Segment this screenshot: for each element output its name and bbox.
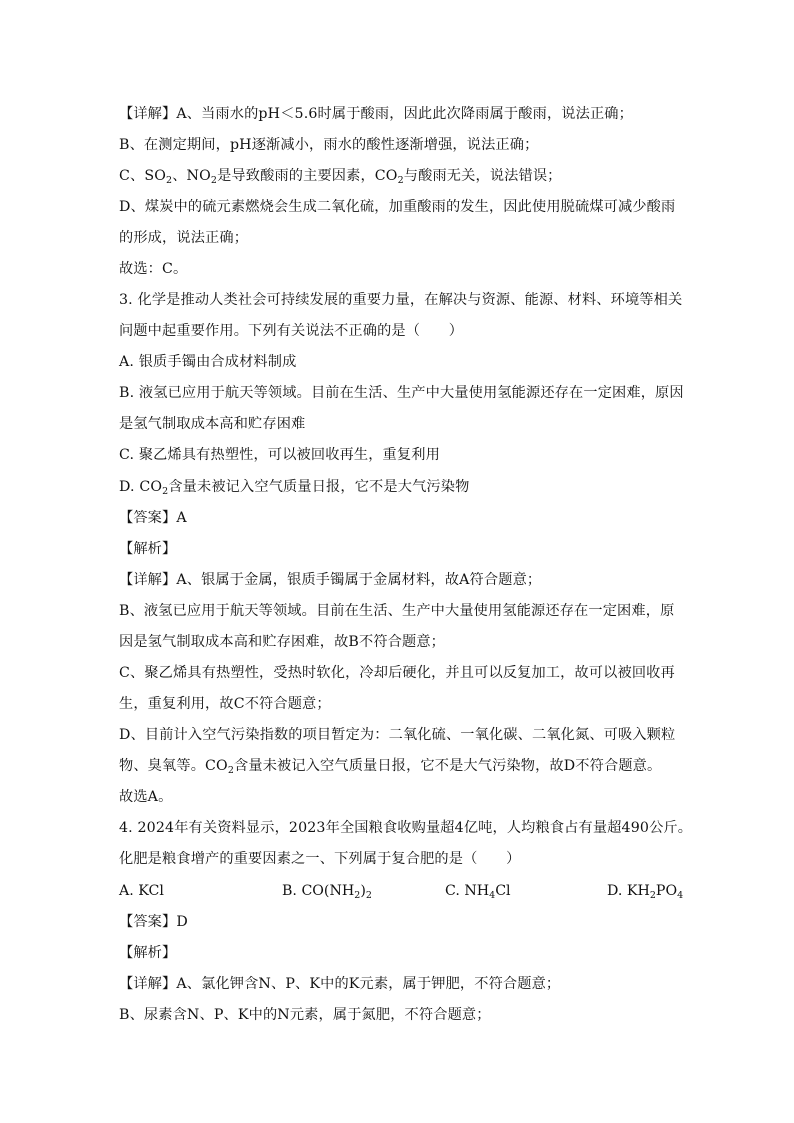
explanation-line-c-cont: 生，重复利用，故C不符合题意； — [119, 696, 331, 712]
explanation-line-c: C、聚乙烯具有热塑性，受热时软化，冷却后硬化，并且可以反复加工，故可以被回收再 — [119, 665, 675, 681]
question-3-stem-cont: 问题中起重要作用。下列有关说法不正确的是（ ） — [119, 323, 464, 339]
explanation-line-c-rain: C、$SO_2$、$NO_2$是导致酸雨的主要因素，$CO_2$与酸雨无关，说法错误； — [119, 168, 562, 186]
question-3-stem: 3. 化学是推动人类社会可持续发展的重要力量，在解决与资源、能源、材料、环境等相关 — [119, 292, 683, 308]
question-4-option-c: C. $NH_4Cl$ — [445, 883, 511, 901]
question-3-option-a: A. 银质手镯由合成材料制成 — [119, 354, 297, 370]
explanation-line-b-rain: B、在测定期间，pH逐渐减小，雨水的酸性逐渐增强，说法正确； — [119, 137, 539, 153]
question-4-option-d: D. $KH_2PO_4$ — [607, 883, 684, 901]
explanation-line-d-rain-cont: 的形成，说法正确； — [119, 230, 249, 246]
question-4-option-a: A. KCl — [119, 883, 164, 899]
question-3-option-c: C. 聚乙烯具有热塑性，可以被回收再生，重复利用 — [119, 447, 440, 463]
explanation-line-d: D、目前计入空气污染指数的项目暂定为：二氧化硫、一氧化碳、二氧化氮、可吸入颗粒 — [119, 727, 676, 743]
answer-label-4: 【答案】D — [119, 914, 188, 930]
explanation-line-b: B、液氢已应用于航天等领域。目前在生活、生产中大量使用氢能源还存在一定困难，原 — [119, 603, 675, 619]
explanation-line-b-cont: 因是氢气制取成本高和贮存困难，故B不符合题意； — [119, 634, 446, 650]
analysis-label-4: 【解析】 — [119, 945, 177, 961]
explanation-line-a-4: 【详解】A、氯化钾含N、P、K中的K元素，属于钾肥，不符合题意； — [119, 976, 561, 992]
answer-label: 【答案】A — [119, 510, 187, 526]
answer-choice-line-3: 故选A。 — [119, 789, 173, 805]
question-4-stem: 4. 2024年有关资料显示，2023年全国粮食收购量超4亿吨，人均粮食占有量超490公斤。 — [119, 820, 693, 836]
explanation-line-a-rain: 【详解】A、当雨水的pH＜5.6时属于酸雨，因此此次降雨属于酸雨，说法正确； — [119, 106, 633, 122]
question-3-option-b: B. 液氢已应用于航天等领域。目前在生活、生产中大量使用氢能源还存在一定困难，原因 — [119, 385, 684, 401]
question-4-option-b: B. $CO(NH_2)_2$ — [282, 883, 372, 901]
explanation-line-d-rain: D、煤炭中的硫元素燃烧会生成二氧化硫，加重酸雨的发生，因此使用脱硫煤可减少酸雨 — [119, 199, 676, 215]
analysis-label: 【解析】 — [119, 541, 177, 557]
answer-choice-line: 故选：C。 — [119, 261, 188, 277]
explanation-line-a: 【详解】A、银属于金属，银质手镯属于金属材料，故A符合题意； — [119, 572, 542, 588]
question-3-option-b-cont: 是氢气制取成本高和贮存困难 — [119, 416, 306, 432]
question-4-stem-cont: 化肥是粮食增产的重要因素之一、下列属于复合肥的是（ ） — [119, 851, 521, 867]
explanation-line-d-cont: 物、臭氧等。$CO_2$含量未被记入空气质量日报，它不是大气污染物，故D不符合题意。 — [119, 758, 662, 776]
question-3-option-d: D. $CO_2$含量未被记入空气质量日报，它不是大气污染物 — [119, 479, 470, 497]
explanation-line-b-4: B、尿素含N、P、K中的N元素，属于氮肥，不符合题意； — [119, 1007, 491, 1023]
